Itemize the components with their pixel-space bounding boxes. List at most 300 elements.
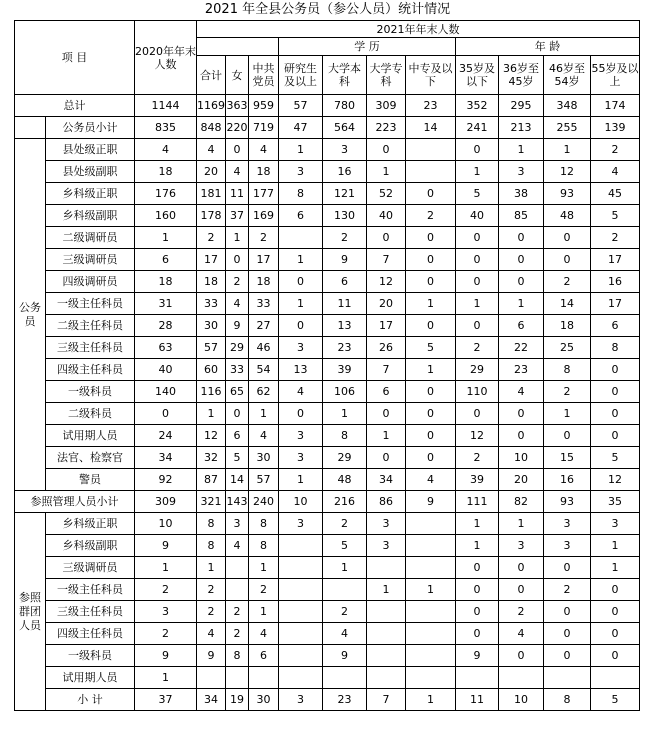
table-cell: 65 [226,381,249,403]
table-cell [323,579,367,601]
table-cell: 130 [323,205,367,227]
table-row [15,491,640,513]
table-cell: 564 [323,117,367,139]
table-cell: 2 [226,601,249,623]
table-cell: 0 [456,227,499,249]
table-cell: 9 [135,535,197,557]
table-cell: 0 [499,557,544,579]
table-cell: 0 [406,183,456,205]
table-cell: 0 [591,381,640,403]
table-cell: 1 [197,403,226,425]
table-cell [406,535,456,557]
header-age-group: 年 龄 [456,38,640,56]
table-cell: 0 [456,623,499,645]
table-cell: 24 [135,425,197,447]
table-cell: 139 [591,117,640,139]
table-cell: 15 [544,447,591,469]
table-cell: 47 [279,117,323,139]
table-cell: 0 [226,403,249,425]
table-cell [367,557,406,579]
table-cell: 9 [456,645,499,667]
table-cell: 2 [197,227,226,249]
table-cell: 39 [456,469,499,491]
table-cell: 3 [544,535,591,557]
table-cell: 33 [226,359,249,381]
table-cell: 121 [323,183,367,205]
table-row [15,447,640,469]
table-cell: 220 [226,117,249,139]
table-cell: 9 [406,491,456,513]
table-cell: 295 [499,95,544,117]
table-cell: 33 [197,293,226,315]
table-cell: 3 [279,447,323,469]
table-cell: 3 [279,337,323,359]
row-label: 试用期人员 [46,425,135,447]
table-cell: 1 [197,557,226,579]
table-cell: 20 [499,469,544,491]
table-cell: 45 [591,183,640,205]
table-cell: 11 [226,183,249,205]
table-cell: 0 [456,271,499,293]
table-row [15,249,640,271]
table-cell [591,667,640,689]
table-cell [406,645,456,667]
column-header: 大学本科 [323,56,367,95]
table-cell: 8 [591,337,640,359]
table-cell: 12 [544,161,591,183]
table-cell: 13 [323,315,367,337]
table-cell: 4 [197,623,226,645]
table-cell: 23 [323,689,367,711]
row-label: 四级主任科员 [46,359,135,381]
table-cell: 0 [499,425,544,447]
table-cell: 25 [544,337,591,359]
table-cell: 321 [197,491,226,513]
row-label: 参照管理人员小计 [15,491,135,513]
table-cell: 241 [456,117,499,139]
table-cell: 0 [406,381,456,403]
table-cell: 0 [406,447,456,469]
table-row [15,645,640,667]
table-cell: 8 [249,535,279,557]
table-cell: 2 [323,513,367,535]
table-cell: 48 [323,469,367,491]
table-cell: 4 [323,623,367,645]
table-cell: 176 [135,183,197,205]
table-cell: 0 [499,579,544,601]
table-cell: 8 [544,359,591,381]
table-cell: 93 [544,491,591,513]
table-cell: 8 [544,689,591,711]
table-cell: 240 [249,491,279,513]
table-cell: 2 [544,381,591,403]
table-cell: 31 [135,293,197,315]
table-cell [279,667,323,689]
table-cell: 1 [279,293,323,315]
table-cell: 181 [197,183,226,205]
row-label: 二级科员 [46,403,135,425]
table-cell: 12 [591,469,640,491]
table-cell: 110 [456,381,499,403]
table-cell: 57 [249,469,279,491]
table-cell: 160 [135,205,197,227]
table-cell: 1 [367,579,406,601]
row-label: 乡科级正职 [46,183,135,205]
table-cell: 9 [323,645,367,667]
table-cell [323,667,367,689]
table-cell: 18 [544,315,591,337]
header-cur-year: 2021年年末人数 [197,21,640,38]
table-cell [279,601,323,623]
row-label: 警员 [46,469,135,491]
table-row [15,689,640,711]
table-cell: 0 [406,403,456,425]
table-cell: 1 [367,425,406,447]
table-cell: 18 [135,161,197,183]
table-cell: 6 [226,425,249,447]
table-cell: 2 [591,227,640,249]
row-label: 总计 [15,95,135,117]
table-cell: 93 [544,183,591,205]
table-cell: 1 [323,557,367,579]
row-label: 乡科级副职 [46,205,135,227]
table-cell: 10 [135,513,197,535]
table-cell: 1 [323,403,367,425]
table-cell: 116 [197,381,226,403]
table-cell: 85 [499,205,544,227]
table-cell: 0 [591,601,640,623]
table-cell: 0 [279,315,323,337]
table-cell: 3 [499,535,544,557]
column-header: 36岁至45岁 [499,56,544,95]
table-cell: 140 [135,381,197,403]
table-cell: 2 [323,227,367,249]
table-cell: 9 [323,249,367,271]
table-cell: 5 [591,689,640,711]
table-cell: 1 [456,513,499,535]
table-cell: 17 [249,249,279,271]
table-cell: 2 [456,447,499,469]
table-cell: 48 [544,205,591,227]
table-cell: 39 [323,359,367,381]
table-cell: 309 [135,491,197,513]
table-cell: 5 [591,447,640,469]
row-label: 乡科级副职 [46,535,135,557]
table-cell: 3 [226,513,249,535]
row-label: 法官、检察官 [46,447,135,469]
table-cell: 4 [249,139,279,161]
table-cell: 57 [197,337,226,359]
table-cell: 213 [499,117,544,139]
table-row [15,337,640,359]
table-cell [279,645,323,667]
table-cell: 4 [406,469,456,491]
column-header: 55岁及以上 [591,56,640,95]
table-cell: 0 [591,403,640,425]
row-label: 四级主任科员 [46,623,135,645]
table-cell: 40 [367,205,406,227]
table-cell: 0 [591,623,640,645]
table-cell: 27 [249,315,279,337]
table-cell [197,667,226,689]
table-cell: 363 [226,95,249,117]
table-row [15,513,640,535]
table-cell: 52 [367,183,406,205]
table-cell: 34 [135,447,197,469]
table-cell: 1 [279,249,323,271]
table-cell: 6 [367,381,406,403]
row-label: 试用期人员 [46,667,135,689]
table-cell: 5 [406,337,456,359]
table-cell [367,667,406,689]
table-cell [406,667,456,689]
table-cell: 23 [406,95,456,117]
statistics-table [14,20,640,711]
table-cell: 1 [591,535,640,557]
table-cell: 8 [197,513,226,535]
table-cell [499,667,544,689]
table-cell: 0 [406,425,456,447]
table-cell: 10 [499,447,544,469]
table-cell: 8 [226,645,249,667]
table-cell: 352 [456,95,499,117]
table-cell: 5 [456,183,499,205]
table-cell: 4 [197,139,226,161]
table-cell: 9 [226,315,249,337]
table-cell: 92 [135,469,197,491]
table-cell: 4 [226,293,249,315]
table-cell: 0 [456,249,499,271]
table-cell: 37 [135,689,197,711]
table-cell: 11 [456,689,499,711]
table-cell [367,645,406,667]
table-cell: 38 [499,183,544,205]
table-cell: 18 [249,271,279,293]
table-cell [367,623,406,645]
table-cell: 8 [279,183,323,205]
table-cell: 5 [591,205,640,227]
table-row [15,557,640,579]
table-cell: 19 [226,689,249,711]
table-cell: 3 [279,425,323,447]
table-cell: 6 [279,205,323,227]
table-row [15,623,640,645]
table-cell [406,601,456,623]
table-row [15,293,640,315]
table-cell [544,667,591,689]
table-cell: 46 [249,337,279,359]
group-label-mass: 参照群团人员 [15,513,46,711]
row-label: 公务员小计 [46,117,135,139]
table-cell: 1 [135,227,197,249]
table-cell: 1 [544,139,591,161]
column-header: 中共党员 [249,56,279,95]
table-cell: 4 [226,535,249,557]
row-label: 三级主任科员 [46,337,135,359]
table-cell: 0 [544,557,591,579]
row-label: 一级主任科员 [46,579,135,601]
table-cell: 2 [323,601,367,623]
table-cell: 1 [249,403,279,425]
table-cell: 33 [249,293,279,315]
table-cell: 1 [279,139,323,161]
table-cell: 23 [499,359,544,381]
table-cell: 169 [249,205,279,227]
table-cell: 0 [499,249,544,271]
table-cell: 4 [279,381,323,403]
table-row [15,469,640,491]
table-cell: 2 [249,579,279,601]
table-cell [279,227,323,249]
table-cell [406,161,456,183]
column-header: 合计 [197,56,226,95]
table-cell: 1169 [197,95,226,117]
table-cell: 0 [279,271,323,293]
table-cell: 111 [456,491,499,513]
table-cell: 35 [591,491,640,513]
table-cell: 2 [226,623,249,645]
table-cell: 1 [499,513,544,535]
table-cell: 22 [499,337,544,359]
table-cell: 6 [323,271,367,293]
table-row [15,95,640,117]
table-title: 2021 年全县公务员（参公人员）统计情况 [204,2,451,17]
table-cell: 2 [591,139,640,161]
table-cell: 5 [323,535,367,557]
table-cell: 0 [456,601,499,623]
table-cell: 30 [249,447,279,469]
table-cell: 0 [544,601,591,623]
column-header: 35岁及以下 [456,56,499,95]
table-cell: 1 [367,161,406,183]
table-cell: 1 [249,601,279,623]
table-cell: 62 [249,381,279,403]
table-cell: 2 [406,205,456,227]
table-cell: 7 [367,689,406,711]
row-label: 二级主任科员 [46,315,135,337]
row-label: 二级调研员 [46,227,135,249]
table-row [15,271,640,293]
table-row [15,359,640,381]
table-cell: 12 [456,425,499,447]
table-cell: 14 [544,293,591,315]
table-cell: 1 [456,535,499,557]
table-cell: 3 [279,689,323,711]
table-cell: 835 [135,117,197,139]
table-cell: 0 [591,359,640,381]
table-cell: 1 [249,557,279,579]
table-cell: 57 [279,95,323,117]
table-cell: 143 [226,491,249,513]
row-label: 一级主任科员 [46,293,135,315]
table-cell: 60 [197,359,226,381]
table-cell: 2 [135,623,197,645]
table-cell: 18 [249,161,279,183]
table-cell: 1 [499,293,544,315]
column-header: 中专及以下 [406,56,456,95]
header-item: 项 目 [15,21,135,95]
table-cell: 2 [456,337,499,359]
table-cell: 34 [367,469,406,491]
table-cell: 0 [591,645,640,667]
table-cell: 174 [591,95,640,117]
table-cell: 54 [249,359,279,381]
table-cell: 2 [197,601,226,623]
table-cell: 8 [323,425,367,447]
table-cell: 1 [544,403,591,425]
table-cell: 0 [406,271,456,293]
table-cell: 3 [135,601,197,623]
table-cell: 1 [406,293,456,315]
table-cell [406,623,456,645]
table-row [15,667,640,689]
table-cell: 87 [197,469,226,491]
table-cell: 0 [591,425,640,447]
table-cell: 3 [323,139,367,161]
table-cell: 1 [279,469,323,491]
table-cell: 18 [135,271,197,293]
table-cell: 29 [226,337,249,359]
table-cell: 16 [544,469,591,491]
table-cell: 2 [544,271,591,293]
table-cell: 1 [135,667,197,689]
table-row [15,183,640,205]
table-cell: 11 [323,293,367,315]
header-edu-group: 学 历 [279,38,456,56]
table-cell: 0 [279,403,323,425]
table-cell: 0 [544,425,591,447]
row-label: 三级调研员 [46,557,135,579]
table-cell: 0 [456,315,499,337]
table-cell: 3 [367,535,406,557]
table-cell: 223 [367,117,406,139]
table-cell: 0 [456,557,499,579]
table-cell: 1 [406,579,456,601]
table-cell: 6 [249,645,279,667]
table-cell: 2 [544,579,591,601]
table-cell [456,667,499,689]
row-label: 四级调研员 [46,271,135,293]
table-cell: 17 [591,293,640,315]
table-cell: 0 [367,227,406,249]
table-cell: 14 [226,469,249,491]
table-cell: 2 [249,227,279,249]
table-cell: 0 [406,227,456,249]
table-cell [279,557,323,579]
table-cell: 106 [323,381,367,403]
table-cell: 34 [197,689,226,711]
row-label: 乡科级正职 [46,513,135,535]
table-cell: 0 [499,403,544,425]
table-cell: 0 [226,139,249,161]
table-cell: 4 [226,161,249,183]
table-cell: 9 [197,645,226,667]
table-cell: 28 [135,315,197,337]
column-header: 46岁至54岁 [544,56,591,95]
row-label: 小 计 [46,689,135,711]
table-cell: 0 [226,249,249,271]
table-cell: 0 [499,227,544,249]
table-cell: 40 [135,359,197,381]
table-cell: 17 [591,249,640,271]
table-cell: 0 [456,139,499,161]
table-cell: 2 [135,579,197,601]
table-cell: 12 [367,271,406,293]
table-cell: 30 [197,315,226,337]
table-cell: 7 [367,249,406,271]
table-cell: 16 [591,271,640,293]
table-cell: 40 [456,205,499,227]
